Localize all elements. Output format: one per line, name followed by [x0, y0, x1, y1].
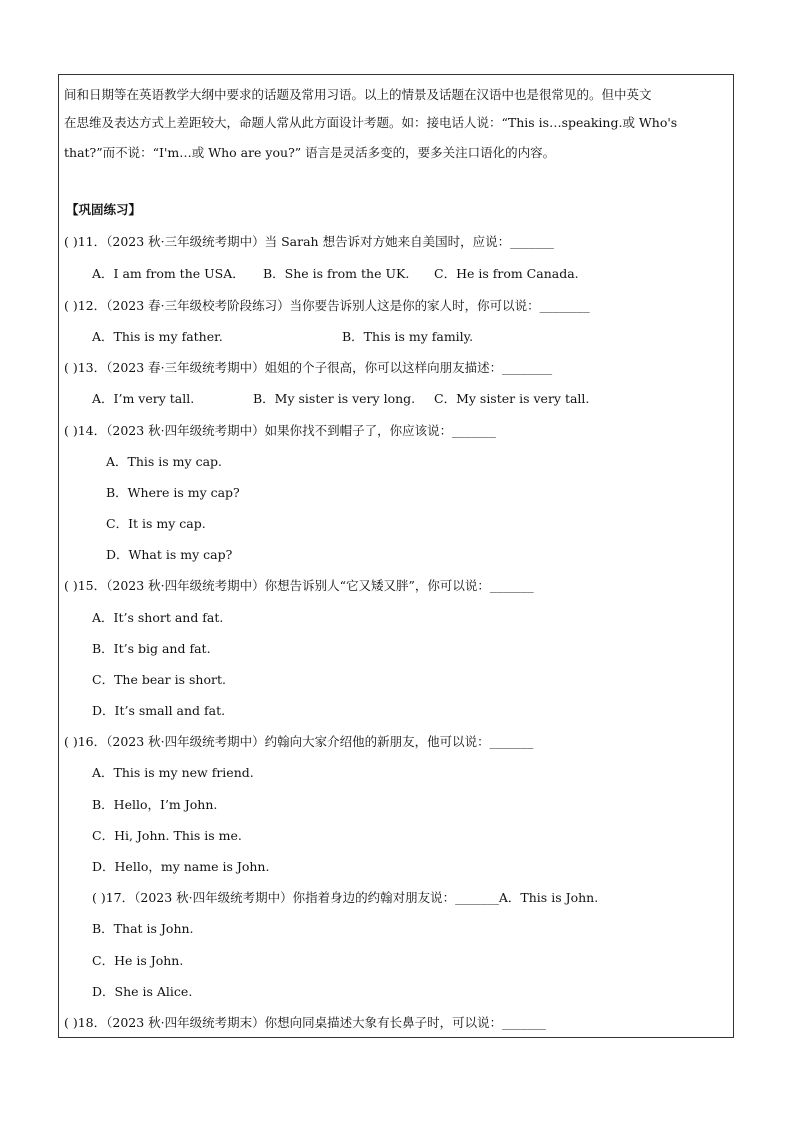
question-14-option-a: A．This is my cap. [106, 454, 223, 469]
question-18-stem: ( )18．（2023 秋·四年级统考期末）你想向同桌描述大象有长鼻子时，可以说：_______ [64, 1015, 546, 1030]
question-17-option-d: D．She is Alice. [92, 984, 193, 999]
question-16-option-b: B．Hello，I’m John. [92, 797, 218, 812]
question-17-option-b: B．That is John. [92, 921, 194, 936]
question-11-stem: ( )11．（2023 秋·三年级统考期中）当 Sarah 想告诉对方她来自美国时，应说：_______ [64, 234, 554, 249]
question-12-stem: ( )12．（2023 春·三年级校考阶段练习）当你要告诉别人这是你的家人时，你可以说：________ [64, 298, 590, 313]
question-17-option-c: C．He is John. [92, 953, 184, 968]
intro-line-1: 间和日期等在英语教学大纲中要求的话题及常用习语。以上的情景及话题在汉语中也是很常见的。但中英文 [64, 87, 652, 102]
question-15-option-b: B．It’s big and fat. [92, 641, 211, 656]
question-14-option-c: C．It is my cap. [106, 516, 206, 531]
question-16-stem: ( )16．（2023 秋·四年级统考期中）约翰向大家介绍他的新朋友，他可以说：_______ [64, 734, 534, 749]
question-16-option-a: A．This is my new friend. [92, 765, 254, 780]
question-14-option-b: B．Where is my cap? [106, 485, 240, 500]
question-13-option-a: A．I’m very tall. [92, 391, 195, 406]
intro-line-2: 在思维及表达方式上差距较大，命题人常从此方面设计考题。如：接电话人说：“This is…speaking.或 Who's [64, 115, 678, 130]
question-15-stem: ( )15．（2023 秋·四年级统考期中）你想告诉别人“它又矮又胖”，你可以说：_______ [64, 578, 534, 593]
question-14-stem: ( )14．（2023 秋·四年级统考期中）如果你找不到帽子了，你应该说：_______ [64, 423, 496, 438]
question-12-option-b: B．This is my family. [342, 329, 474, 344]
question-15-option-a: A．It’s short and fat. [92, 610, 224, 625]
question-13-option-c: C．My sister is very tall. [434, 391, 590, 406]
section-title: 【巩固练习】 [66, 202, 142, 217]
question-17-stem: ( )17．（2023 秋·四年级统考期中）你指着身边的约翰对朋友说：_______A．This is John. [92, 890, 599, 905]
question-11-option-a: A．I am from the USA． [92, 266, 245, 281]
question-16-option-c: C．Hi, John. This is me. [92, 828, 242, 843]
question-13-stem: ( )13．（2023 春·三年级统考期中）姐姐的个子很高，你可以这样向朋友描述：________ [64, 360, 553, 375]
question-12-option-a: A．This is my father. [92, 329, 223, 344]
question-16-option-d: D．Hello，my name is John. [92, 859, 270, 874]
question-15-option-c: C．The bear is short. [92, 672, 226, 687]
intro-line-3: that?”而不说：“I'm…或 Who are you?” 语言是灵活多变的，要多关注口语化的内容。 [64, 145, 556, 160]
question-14-option-d: D．What is my cap? [106, 547, 233, 562]
question-11-option-c: C．He is from Canada. [434, 266, 579, 281]
question-15-option-d: D．It’s small and fat. [92, 703, 226, 718]
question-11-option-b: B．She is from the UK. [263, 266, 410, 281]
question-13-option-b: B．My sister is very long. [253, 391, 416, 406]
